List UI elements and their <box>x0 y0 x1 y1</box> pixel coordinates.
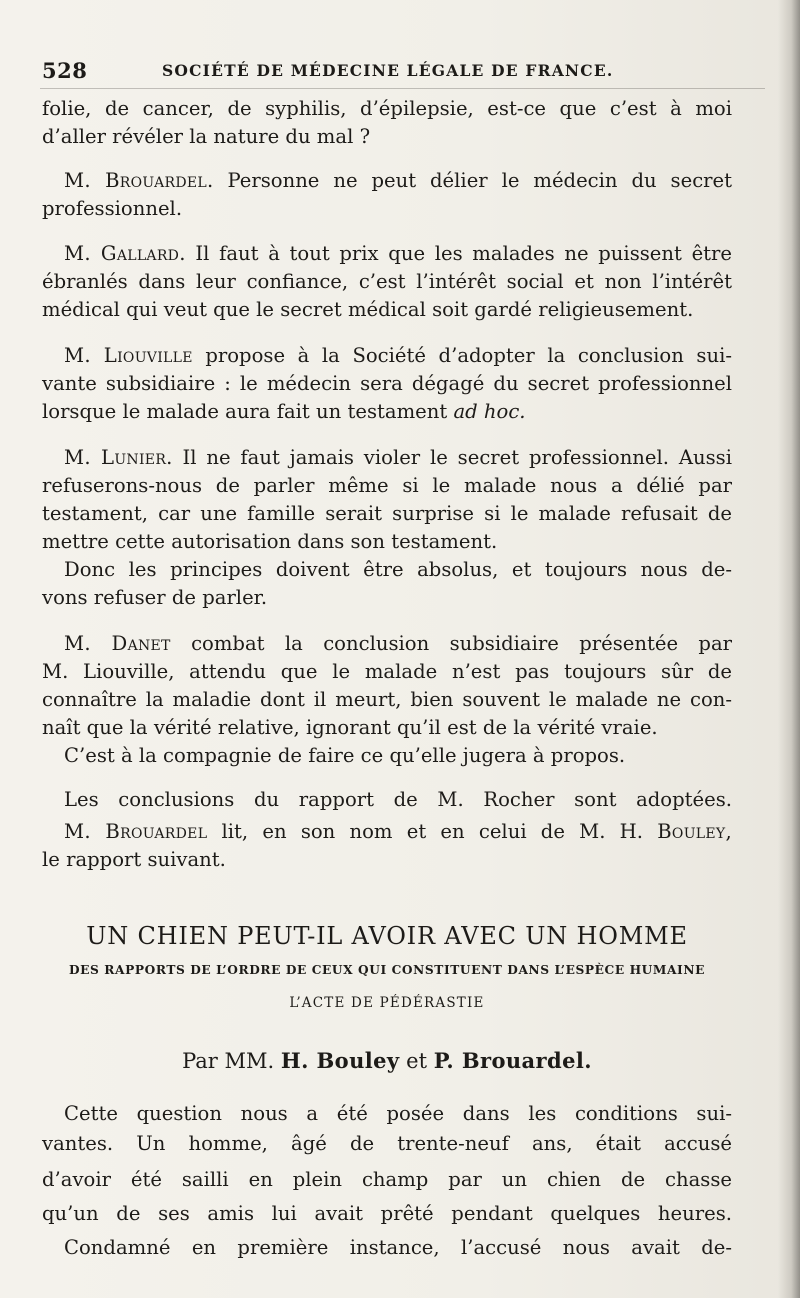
author-name: P. Brouardel. <box>433 1048 592 1073</box>
byline-and: et <box>399 1049 434 1073</box>
speaker-name: M. Danet <box>64 632 171 655</box>
text-line: testament, car une famille serait surprise si le malade refusait de <box>42 502 732 525</box>
header-rule <box>40 88 765 89</box>
text-fragment: Personne ne peut délier le médecin du secret <box>213 169 732 192</box>
text-line: le rapport suivant. <box>42 848 226 871</box>
text-line: refuserons-nous de parler même si le malade nous a délié par <box>42 474 732 497</box>
text-fragment: propose à la Société d’adopter la conclusion sui- <box>192 344 732 367</box>
byline-prefix: Par MM. <box>182 1049 281 1073</box>
text-line: connaître la maladie dont il meurt, bien souvent le malade ne con- <box>42 688 732 711</box>
text-line: ébranlés dans leur confiance, c’est l’intérêt social et non l’intérêt <box>42 270 732 293</box>
speaker-name: M. Lunier. <box>64 446 173 469</box>
text-line: naît que la vérité relative, ignorant qu’il est de la vérité vraie. <box>42 716 658 739</box>
text-line: vons refuser de parler. <box>42 586 268 609</box>
text-line: M. Liouville, attendu que le malade n’est pas toujours sûr de <box>42 660 732 683</box>
italic-fragment: ad hoc. <box>453 400 526 423</box>
article-subtitle: DES RAPPORTS DE L’ORDRE DE CEUX QUI CONSTITUENT DANS L’ESPÈCE HUMAINE <box>69 963 705 977</box>
article-title: UN CHIEN PEUT-IL AVOIR AVEC UN HOMME <box>86 922 688 950</box>
author-name: H. Bouley <box>280 1048 400 1073</box>
text-line: Donc les principes doivent être absolus, et toujours nous de- <box>64 558 732 581</box>
text-line: vantes. Un homme, âgé de trente-neuf ans, était accusé <box>42 1132 732 1155</box>
article-byline <box>42 1048 732 1073</box>
page-header <box>42 58 762 82</box>
text-line: C’est à la compagnie de faire ce qu’elle jugera à propos. <box>64 744 626 767</box>
text-line <box>42 342 732 370</box>
text-line: mettre cette autorisation dans son testament. <box>42 530 498 553</box>
text-line: vante subsidiaire : le médecin sera dégagé du secret professionnel <box>42 372 732 395</box>
text-line <box>42 240 732 268</box>
text-line: Les conclusions du rapport de M. Rocher sont adoptées. <box>64 788 732 811</box>
text-line: folie, de cancer, de syphilis, d’épilepsie, est-ce que c’est à moi <box>42 97 732 120</box>
text-line <box>42 818 732 846</box>
text-line: qu’un de ses amis lui avait prêté pendant quelques heures. <box>42 1202 732 1225</box>
text-fragment: Il ne faut jamais violer le secret professionnel. Aussi <box>172 446 732 469</box>
article-subtitle-2: L’ACTE DE PÉDÉRASTIE <box>289 995 485 1011</box>
speaker-name: M. Liouville <box>64 344 193 367</box>
text-line: Cette question nous a été posée dans les conditions sui- <box>64 1102 732 1125</box>
speaker-name: M. Brouardel. <box>64 169 214 192</box>
author-name: Bouley, <box>657 820 732 843</box>
text-line <box>42 630 732 658</box>
text-line <box>42 398 732 426</box>
text-fragment: combat la conclusion subsidiaire présentée par <box>170 632 733 655</box>
text-line: Condamné en première instance, l’accusé nous avait de- <box>64 1236 732 1259</box>
text-line <box>42 444 732 472</box>
text-line: d’aller révéler la nature du mal ? <box>42 125 371 148</box>
text-fragment: Il faut à tout prix que les malades ne puissent être <box>185 242 732 265</box>
text-line: médical qui veut que le secret médical soit gardé religieusement. <box>42 298 694 321</box>
text-fragment: lorsque le malade aura fait un testament <box>42 400 454 423</box>
text-line: d’avoir été sailli en plein champ par un chien de chasse <box>42 1168 732 1191</box>
speaker-name: M. Brouardel <box>64 820 208 843</box>
running-head: SOCIÉTÉ DE MÉDECINE LÉGALE DE FRANCE. <box>162 61 614 80</box>
speaker-name: M. Gallard. <box>64 242 186 265</box>
text-line: professionnel. <box>42 197 183 220</box>
page-spine-shadow <box>778 0 800 1298</box>
text-line <box>42 167 732 195</box>
text-fragment: lit, en son nom et en celui de M. H. <box>207 820 658 843</box>
page-number: 528 <box>42 58 88 83</box>
